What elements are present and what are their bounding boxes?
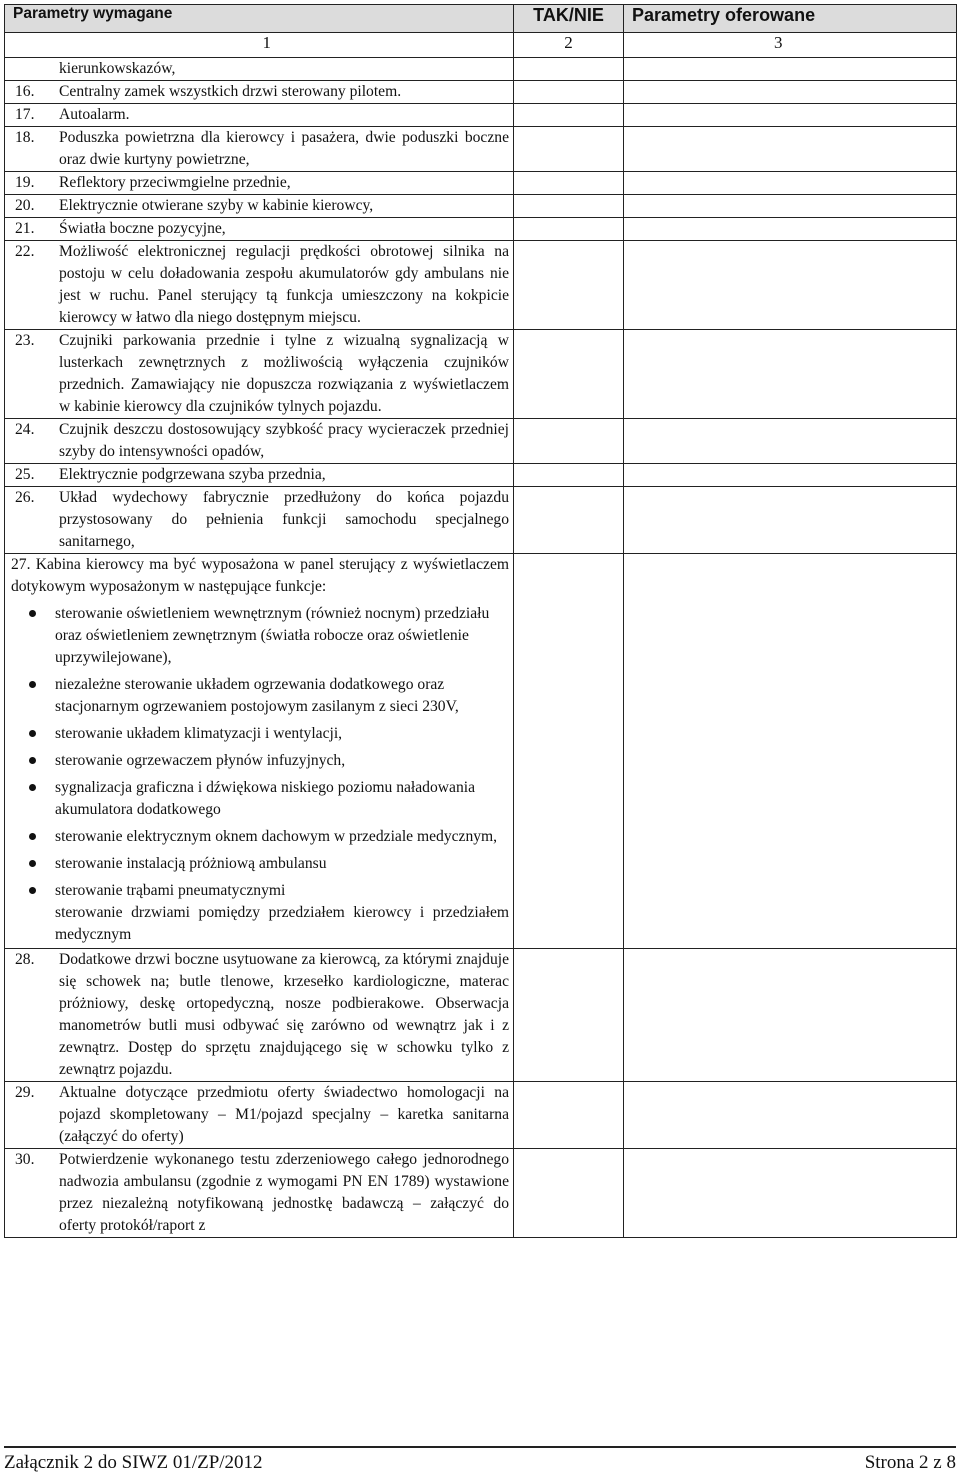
- table-row: [5, 241, 957, 330]
- offered-cell[interactable]: [624, 81, 957, 104]
- bullet-text: niezależne sterowanie układem ogrzewania dodatkowego oraz stacjonarnym ogrzewaniem postojowym zasilanym z sieci 230V,: [55, 676, 459, 715]
- offered-cell[interactable]: [624, 127, 957, 172]
- offered-cell[interactable]: [624, 1149, 957, 1238]
- bullet-text: sterowanie ogrzewaczem płynów infuzyjnych,: [55, 752, 346, 769]
- item-text: Aktualne dotyczące przedmiotu oferty świadectwo homologacji na pojazd skompletowany – M1/pojazd specjalny – karetka sanitarna (załączyć do oferty): [59, 1084, 509, 1145]
- bullet-extra-text: sterowanie drzwiami pomiędzy przedziałem kierowcy i przedziałem medycznym: [55, 904, 509, 943]
- header-yes-no: TAK/NIE: [514, 5, 624, 33]
- bullet-item: [5, 777, 513, 821]
- yes-no-cell[interactable]: [514, 172, 624, 195]
- offered-cell[interactable]: [624, 487, 957, 554]
- bullet-icon: [5, 853, 55, 875]
- item-number: 21.: [15, 220, 35, 237]
- table-row: [5, 464, 957, 487]
- offered-cell[interactable]: [624, 1082, 957, 1149]
- offered-cell[interactable]: [624, 172, 957, 195]
- footer-attachment-label: Załącznik 2 do SIWZ 01/ZP/2012: [4, 1452, 263, 1473]
- table-row: [5, 330, 957, 419]
- table-row: [5, 172, 957, 195]
- item-number: 30.: [15, 1151, 35, 1168]
- yes-no-cell[interactable]: [514, 241, 624, 330]
- column-number-row: [5, 33, 957, 58]
- bullet-item: [5, 750, 513, 772]
- item-text: kierunkowskazów,: [59, 60, 176, 77]
- bullet-item: [5, 723, 513, 745]
- footer-page-number: Strona 2 z 8: [864, 1452, 956, 1473]
- bullet-icon: [5, 674, 55, 718]
- yes-no-cell[interactable]: [514, 1149, 624, 1238]
- item-number: 26.: [15, 489, 35, 506]
- item-number: 23.: [15, 332, 35, 349]
- item-number: 22.: [15, 243, 35, 260]
- yes-no-cell[interactable]: [514, 81, 624, 104]
- bullet-item: [5, 674, 513, 718]
- column-number-1: 1: [5, 33, 514, 58]
- bullet-text: sterowanie instalacją próżniową ambulansu: [55, 855, 327, 872]
- item-number: 29.: [15, 1084, 35, 1101]
- offered-cell[interactable]: [624, 330, 957, 419]
- table-row: [5, 195, 957, 218]
- offered-cell[interactable]: [624, 241, 957, 330]
- offered-cell[interactable]: [624, 464, 957, 487]
- item-number: 28.: [15, 951, 35, 968]
- bullet-text: sterowanie układem klimatyzacji i wentylacji,: [55, 725, 343, 742]
- bullet-item: [5, 880, 513, 902]
- yes-no-cell[interactable]: [514, 218, 624, 241]
- item-text: Układ wydechowy fabrycznie przedłużony do końca pojazdu przystosowany do pełnienia funkcji samochodu specjalnego sanitarnego,: [59, 489, 509, 550]
- table-row: [5, 58, 957, 81]
- item-text: Elektrycznie otwierane szyby w kabinie kierowcy,: [59, 197, 374, 214]
- yes-no-cell[interactable]: [514, 195, 624, 218]
- item-27-intro: 27. Kabina kierowcy ma być wyposażona w panel sterujący z wyświetlaczem dotykowym wyposażonym w następujące funkcje:: [11, 556, 509, 595]
- specification-table: [4, 4, 957, 1238]
- item-number: 24.: [15, 421, 35, 438]
- yes-no-cell[interactable]: [514, 487, 624, 554]
- offered-cell[interactable]: [624, 554, 957, 949]
- column-number-3: 3: [624, 33, 957, 58]
- offered-cell[interactable]: [624, 218, 957, 241]
- item-text: Możliwość elektronicznej regulacji prędkości obrotowej silnika na postoju w celu doładowania zespołu akumulatorów gdy ambulans nie jest w ruchu. Panel sterujący tą funkcja umieszczony na kokpicie kierowcy w łatwo dla niego dostępnym miejscu.: [59, 243, 509, 326]
- item-text: Reflektory przeciwmgielne przednie,: [59, 174, 291, 191]
- item-text: Poduszka powietrzna dla kierowcy i pasażera, dwie poduszki boczne oraz dwie kurtyny powietrzne,: [59, 129, 509, 168]
- bullet-icon: [5, 750, 55, 772]
- table-row: [5, 127, 957, 172]
- item-text: Czujnik deszczu dostosowujący szybkość pracy wycieraczek przedniej szyby do intensywności opadów,: [59, 421, 509, 460]
- table-row: [5, 218, 957, 241]
- page-footer: [4, 1446, 956, 1474]
- bullet-text: sygnalizacja graficzna i dźwiękowa niskiego poziomu naładowania akumulatora dodatkowego: [55, 779, 476, 818]
- table-row: [5, 949, 957, 1082]
- item-text: Światła boczne pozycyjne,: [59, 220, 226, 237]
- offered-cell[interactable]: [624, 104, 957, 127]
- header-row: [5, 5, 957, 33]
- item-text: Czujniki parkowania przednie i tylne z wizualną sygnalizacją w lusterkach zewnętrznych z możliwością wyłączenia czujników przednich. Zamawiający nie dopuszcza rozwiązania z wyświetlaczem w kabinie kierowcy dla czujników tylnych pojazdu.: [59, 332, 509, 415]
- bullet-item: [5, 603, 513, 669]
- table-row: [5, 1149, 957, 1238]
- item-number: 16.: [15, 83, 35, 100]
- item-number: 19.: [15, 174, 35, 191]
- table-row: [5, 81, 957, 104]
- item-text: Autoalarm.: [59, 106, 130, 123]
- header-offered-params: Parametry oferowane: [624, 5, 957, 33]
- bullet-text: sterowanie trąbami pneumatycznymi: [55, 882, 286, 899]
- bullet-icon: [5, 777, 55, 821]
- item-number: 18.: [15, 129, 35, 146]
- table-row-item-27: [5, 554, 957, 949]
- item-number: 17.: [15, 106, 35, 123]
- column-number-2: 2: [514, 33, 624, 58]
- item-text: Elektrycznie podgrzewana szyba przednia,: [59, 466, 326, 483]
- offered-cell[interactable]: [624, 949, 957, 1082]
- item-text: Potwierdzenie wykonanego testu zderzeniowego całego jednorodnego nadwozia ambulansu (zgodnie z wymogami PN EN 1789) wystawione przez niezależną notyfikowaną jednostkę badawczą – załączyć do oferty protokół/raport z: [59, 1151, 509, 1234]
- offered-cell[interactable]: [624, 58, 957, 81]
- yes-no-cell[interactable]: [514, 1082, 624, 1149]
- bullet-icon: [5, 880, 55, 902]
- item-text: Dodatkowe drzwi boczne usytuowane za kierowcą, za którymi znajduje się schowek na; butle tlenowe, krzesełko kardiologiczne, materac próżniowy, deskę ortopedyczną, nosze podbierakowe. Obserwacja manometrów butli musi odbywać się zarówno od wewnątrz jak i z zewnątrz. Dostęp do sprzętu znajdującego się w schowku tylko z zewnątrz pojazdu.: [59, 951, 509, 1078]
- table-row: [5, 419, 957, 464]
- yes-no-cell[interactable]: [514, 554, 624, 949]
- yes-no-cell[interactable]: [514, 58, 624, 81]
- table-row: [5, 487, 957, 554]
- bullet-text: sterowanie oświetleniem wewnętrznym (również nocnym) przedziału oraz oświetleniem zewnętrznym (światła robocze oraz oświetlenie uprzywilejowane),: [55, 605, 490, 666]
- yes-no-cell[interactable]: [514, 419, 624, 464]
- yes-no-cell[interactable]: [514, 330, 624, 419]
- bullet-item: [5, 826, 513, 848]
- item-number: 20.: [15, 197, 35, 214]
- table-row: [5, 104, 957, 127]
- bullet-text: sterowanie elektrycznym oknem dachowym w przedziale medycznym,: [55, 828, 498, 845]
- header-required-params: Parametry wymagane: [5, 5, 514, 33]
- item-text: Centralny zamek wszystkich drzwi sterowany pilotem.: [59, 83, 402, 100]
- bullet-icon: [5, 603, 55, 669]
- yes-no-cell[interactable]: [514, 464, 624, 487]
- bullet-icon: [5, 826, 55, 848]
- bullet-item: [5, 853, 513, 875]
- offered-cell[interactable]: [624, 195, 957, 218]
- table-row: [5, 1082, 957, 1149]
- yes-no-cell[interactable]: [514, 127, 624, 172]
- yes-no-cell[interactable]: [514, 949, 624, 1082]
- item-number: 25.: [15, 466, 35, 483]
- yes-no-cell[interactable]: [514, 104, 624, 127]
- offered-cell[interactable]: [624, 419, 957, 464]
- bullet-icon: [5, 723, 55, 745]
